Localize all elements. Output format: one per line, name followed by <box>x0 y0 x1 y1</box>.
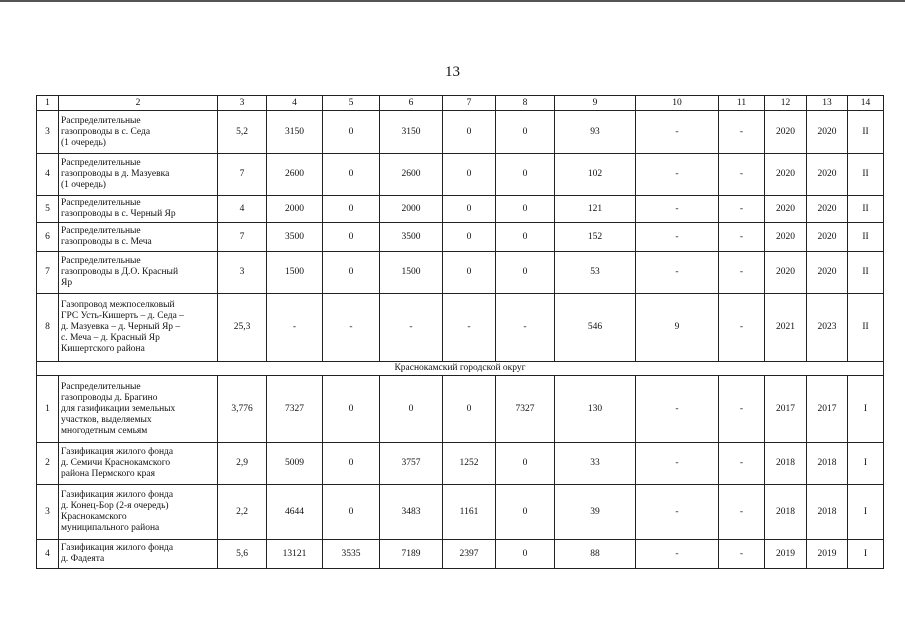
table-cell: 0 <box>323 223 380 252</box>
table-cell: 0 <box>496 252 555 294</box>
table-cell: 2020 <box>765 111 807 154</box>
column-number-header: 13 <box>807 96 848 111</box>
column-number-header: 2 <box>59 96 218 111</box>
table-cell: 2018 <box>765 485 807 540</box>
table-cell: II <box>848 223 884 252</box>
gasification-table <box>36 95 884 569</box>
table-cell: - <box>636 154 719 196</box>
table-cell: 1252 <box>443 443 496 485</box>
table-cell: 1161 <box>443 485 496 540</box>
table-cell: II <box>848 252 884 294</box>
table-cell: 2600 <box>267 154 323 196</box>
table-cell: 546 <box>555 294 636 362</box>
table-cell: 5009 <box>267 443 323 485</box>
table-cell: 0 <box>323 252 380 294</box>
object-name-cell: Распределительные газопроводы в с. Черный Яр <box>59 196 218 223</box>
table-cell: 0 <box>443 376 496 443</box>
table-cell: 2020 <box>807 223 848 252</box>
table-cell: 2017 <box>807 376 848 443</box>
table-cell: - <box>719 252 765 294</box>
table-cell: 0 <box>443 111 496 154</box>
table-cell: - <box>636 376 719 443</box>
row-number-cell: 2 <box>37 443 59 485</box>
row-number-cell: 6 <box>37 223 59 252</box>
table-cell: I <box>848 443 884 485</box>
table-cell: 4644 <box>267 485 323 540</box>
table-cell: 5,6 <box>218 540 267 569</box>
table-cell: 3500 <box>267 223 323 252</box>
table-cell: 2018 <box>807 485 848 540</box>
table-cell: 2020 <box>807 196 848 223</box>
table-cell: 4 <box>218 196 267 223</box>
row-number-cell: 3 <box>37 111 59 154</box>
table-cell: 0 <box>496 485 555 540</box>
table-cell: 39 <box>555 485 636 540</box>
table-cell: 1500 <box>380 252 443 294</box>
table-cell: - <box>636 111 719 154</box>
row-number-cell: 1 <box>37 376 59 443</box>
table-cell: - <box>719 196 765 223</box>
column-number-header: 11 <box>719 96 765 111</box>
table-cell: 0 <box>323 485 380 540</box>
table-cell: - <box>636 252 719 294</box>
row-number-cell: 8 <box>37 294 59 362</box>
table-cell: 2020 <box>807 154 848 196</box>
table-row <box>37 154 884 196</box>
object-name-cell: Распределительные газопроводы в Д.О. Красный Яр <box>59 252 218 294</box>
table-cell: 88 <box>555 540 636 569</box>
table-cell: - <box>636 443 719 485</box>
column-number-header: 10 <box>636 96 719 111</box>
object-name-cell: Распределительные газопроводы в д. Мазуевка (1 очередь) <box>59 154 218 196</box>
object-name-cell: Газопровод межпоселковый ГРС Усть-Кишерть – д. Седа – д. Мазуевка – д. Черный Яр – с. Меча – д. Красный Яр Кишертского района <box>59 294 218 362</box>
table-cell: 0 <box>323 111 380 154</box>
row-number-cell: 5 <box>37 196 59 223</box>
table-row <box>37 294 884 362</box>
column-number-header: 8 <box>496 96 555 111</box>
table-cell: - <box>719 376 765 443</box>
table-cell: 2020 <box>807 111 848 154</box>
column-number-header: 9 <box>555 96 636 111</box>
table-cell: 0 <box>496 196 555 223</box>
table-cell: 0 <box>443 154 496 196</box>
table-cell: 0 <box>496 443 555 485</box>
table-cell: - <box>636 540 719 569</box>
table-cell: 0 <box>443 223 496 252</box>
object-name-cell: Газификация жилого фонда д. Фадеята <box>59 540 218 569</box>
table-cell: 3 <box>218 252 267 294</box>
table-cell: 2021 <box>765 294 807 362</box>
table-cell: 2000 <box>380 196 443 223</box>
table-cell: 3150 <box>380 111 443 154</box>
table-cell: - <box>719 294 765 362</box>
table-cell: 2,9 <box>218 443 267 485</box>
section-title: Краснокамский городской округ <box>37 362 884 376</box>
table-cell: 1500 <box>267 252 323 294</box>
table-cell: 2017 <box>765 376 807 443</box>
table-cell: 0 <box>323 376 380 443</box>
table-cell: 2020 <box>807 252 848 294</box>
table-cell: II <box>848 196 884 223</box>
table-cell: 3150 <box>267 111 323 154</box>
column-number-header: 12 <box>765 96 807 111</box>
object-name-cell: Газификация жилого фонда д. Семичи Краснокамского района Пермского края <box>59 443 218 485</box>
table-row <box>37 196 884 223</box>
table-cell: 7 <box>218 154 267 196</box>
row-number-cell: 3 <box>37 485 59 540</box>
table-cell: 2018 <box>807 443 848 485</box>
table-cell: 0 <box>496 154 555 196</box>
table-cell: I <box>848 376 884 443</box>
table-cell: 7189 <box>380 540 443 569</box>
section-row <box>37 362 884 376</box>
table-cell: 130 <box>555 376 636 443</box>
table-cell: 0 <box>323 196 380 223</box>
column-number-header: 6 <box>380 96 443 111</box>
table-cell: - <box>636 196 719 223</box>
table-cell: 2018 <box>765 443 807 485</box>
table-cell: 9 <box>636 294 719 362</box>
table-cell: 0 <box>443 196 496 223</box>
table-cell: - <box>719 540 765 569</box>
table-cell: 0 <box>496 540 555 569</box>
table-cell: - <box>719 154 765 196</box>
object-name-cell: Распределительные газопроводы д. Брагино для газификации земельных участков, выделяемых многодетным семьям <box>59 376 218 443</box>
table-cell: 2,2 <box>218 485 267 540</box>
table-cell: - <box>496 294 555 362</box>
table-row <box>37 111 884 154</box>
table-cell: 2020 <box>765 154 807 196</box>
column-number-header: 1 <box>37 96 59 111</box>
table-cell: 0 <box>323 154 380 196</box>
object-name-cell: Газификация жилого фонда д. Конец-Бор (2-я очередь) Краснокамского муниципального района <box>59 485 218 540</box>
table-cell: - <box>719 485 765 540</box>
object-name-cell: Распределительные газопроводы в с. Меча <box>59 223 218 252</box>
table-cell: 0 <box>323 443 380 485</box>
table-cell: 3,776 <box>218 376 267 443</box>
table-cell: II <box>848 294 884 362</box>
column-number-row <box>37 96 884 111</box>
table-body <box>37 96 884 569</box>
table-row <box>37 443 884 485</box>
column-number-header: 3 <box>218 96 267 111</box>
page-number: 13 <box>445 64 460 80</box>
column-number-header: 4 <box>267 96 323 111</box>
table-cell: 2020 <box>765 196 807 223</box>
object-name-cell: Распределительные газопроводы в с. Седа (1 очередь) <box>59 111 218 154</box>
table-cell: 2020 <box>765 252 807 294</box>
table-cell: - <box>323 294 380 362</box>
table-cell: 33 <box>555 443 636 485</box>
table-cell: 3483 <box>380 485 443 540</box>
table-cell: 53 <box>555 252 636 294</box>
table-cell: 2000 <box>267 196 323 223</box>
table-cell: - <box>636 223 719 252</box>
table-cell: 3535 <box>323 540 380 569</box>
table-cell: I <box>848 540 884 569</box>
table-cell: 93 <box>555 111 636 154</box>
table-cell: - <box>380 294 443 362</box>
table-cell: 7327 <box>496 376 555 443</box>
table-cell: - <box>719 443 765 485</box>
table-cell: 2600 <box>380 154 443 196</box>
page-top-border <box>0 0 905 2</box>
row-number-cell: 4 <box>37 154 59 196</box>
table-cell: - <box>719 223 765 252</box>
table-cell: 0 <box>380 376 443 443</box>
table-row <box>37 540 884 569</box>
table-cell: 13121 <box>267 540 323 569</box>
table-row <box>37 376 884 443</box>
table-cell: II <box>848 154 884 196</box>
column-number-header: 7 <box>443 96 496 111</box>
table-row <box>37 485 884 540</box>
table-cell: - <box>267 294 323 362</box>
table-cell: - <box>719 111 765 154</box>
table-cell: 25,3 <box>218 294 267 362</box>
table-cell: 0 <box>496 111 555 154</box>
table-cell: 3757 <box>380 443 443 485</box>
table-cell: 7327 <box>267 376 323 443</box>
row-number-cell: 4 <box>37 540 59 569</box>
table-cell: 2019 <box>807 540 848 569</box>
table-cell: - <box>636 485 719 540</box>
table-cell: 152 <box>555 223 636 252</box>
table-cell: 3500 <box>380 223 443 252</box>
row-number-cell: 7 <box>37 252 59 294</box>
table-cell: 121 <box>555 196 636 223</box>
table-cell: I <box>848 485 884 540</box>
table-cell: 2019 <box>765 540 807 569</box>
table-cell: 0 <box>496 223 555 252</box>
table-cell: 2020 <box>765 223 807 252</box>
table-cell: II <box>848 111 884 154</box>
table-cell: 7 <box>218 223 267 252</box>
table-cell: 0 <box>443 252 496 294</box>
table-row <box>37 223 884 252</box>
table-cell: 102 <box>555 154 636 196</box>
table-cell: - <box>443 294 496 362</box>
table-cell: 5,2 <box>218 111 267 154</box>
table-row <box>37 252 884 294</box>
column-number-header: 14 <box>848 96 884 111</box>
table-cell: 2397 <box>443 540 496 569</box>
column-number-header: 5 <box>323 96 380 111</box>
table-cell: 2023 <box>807 294 848 362</box>
